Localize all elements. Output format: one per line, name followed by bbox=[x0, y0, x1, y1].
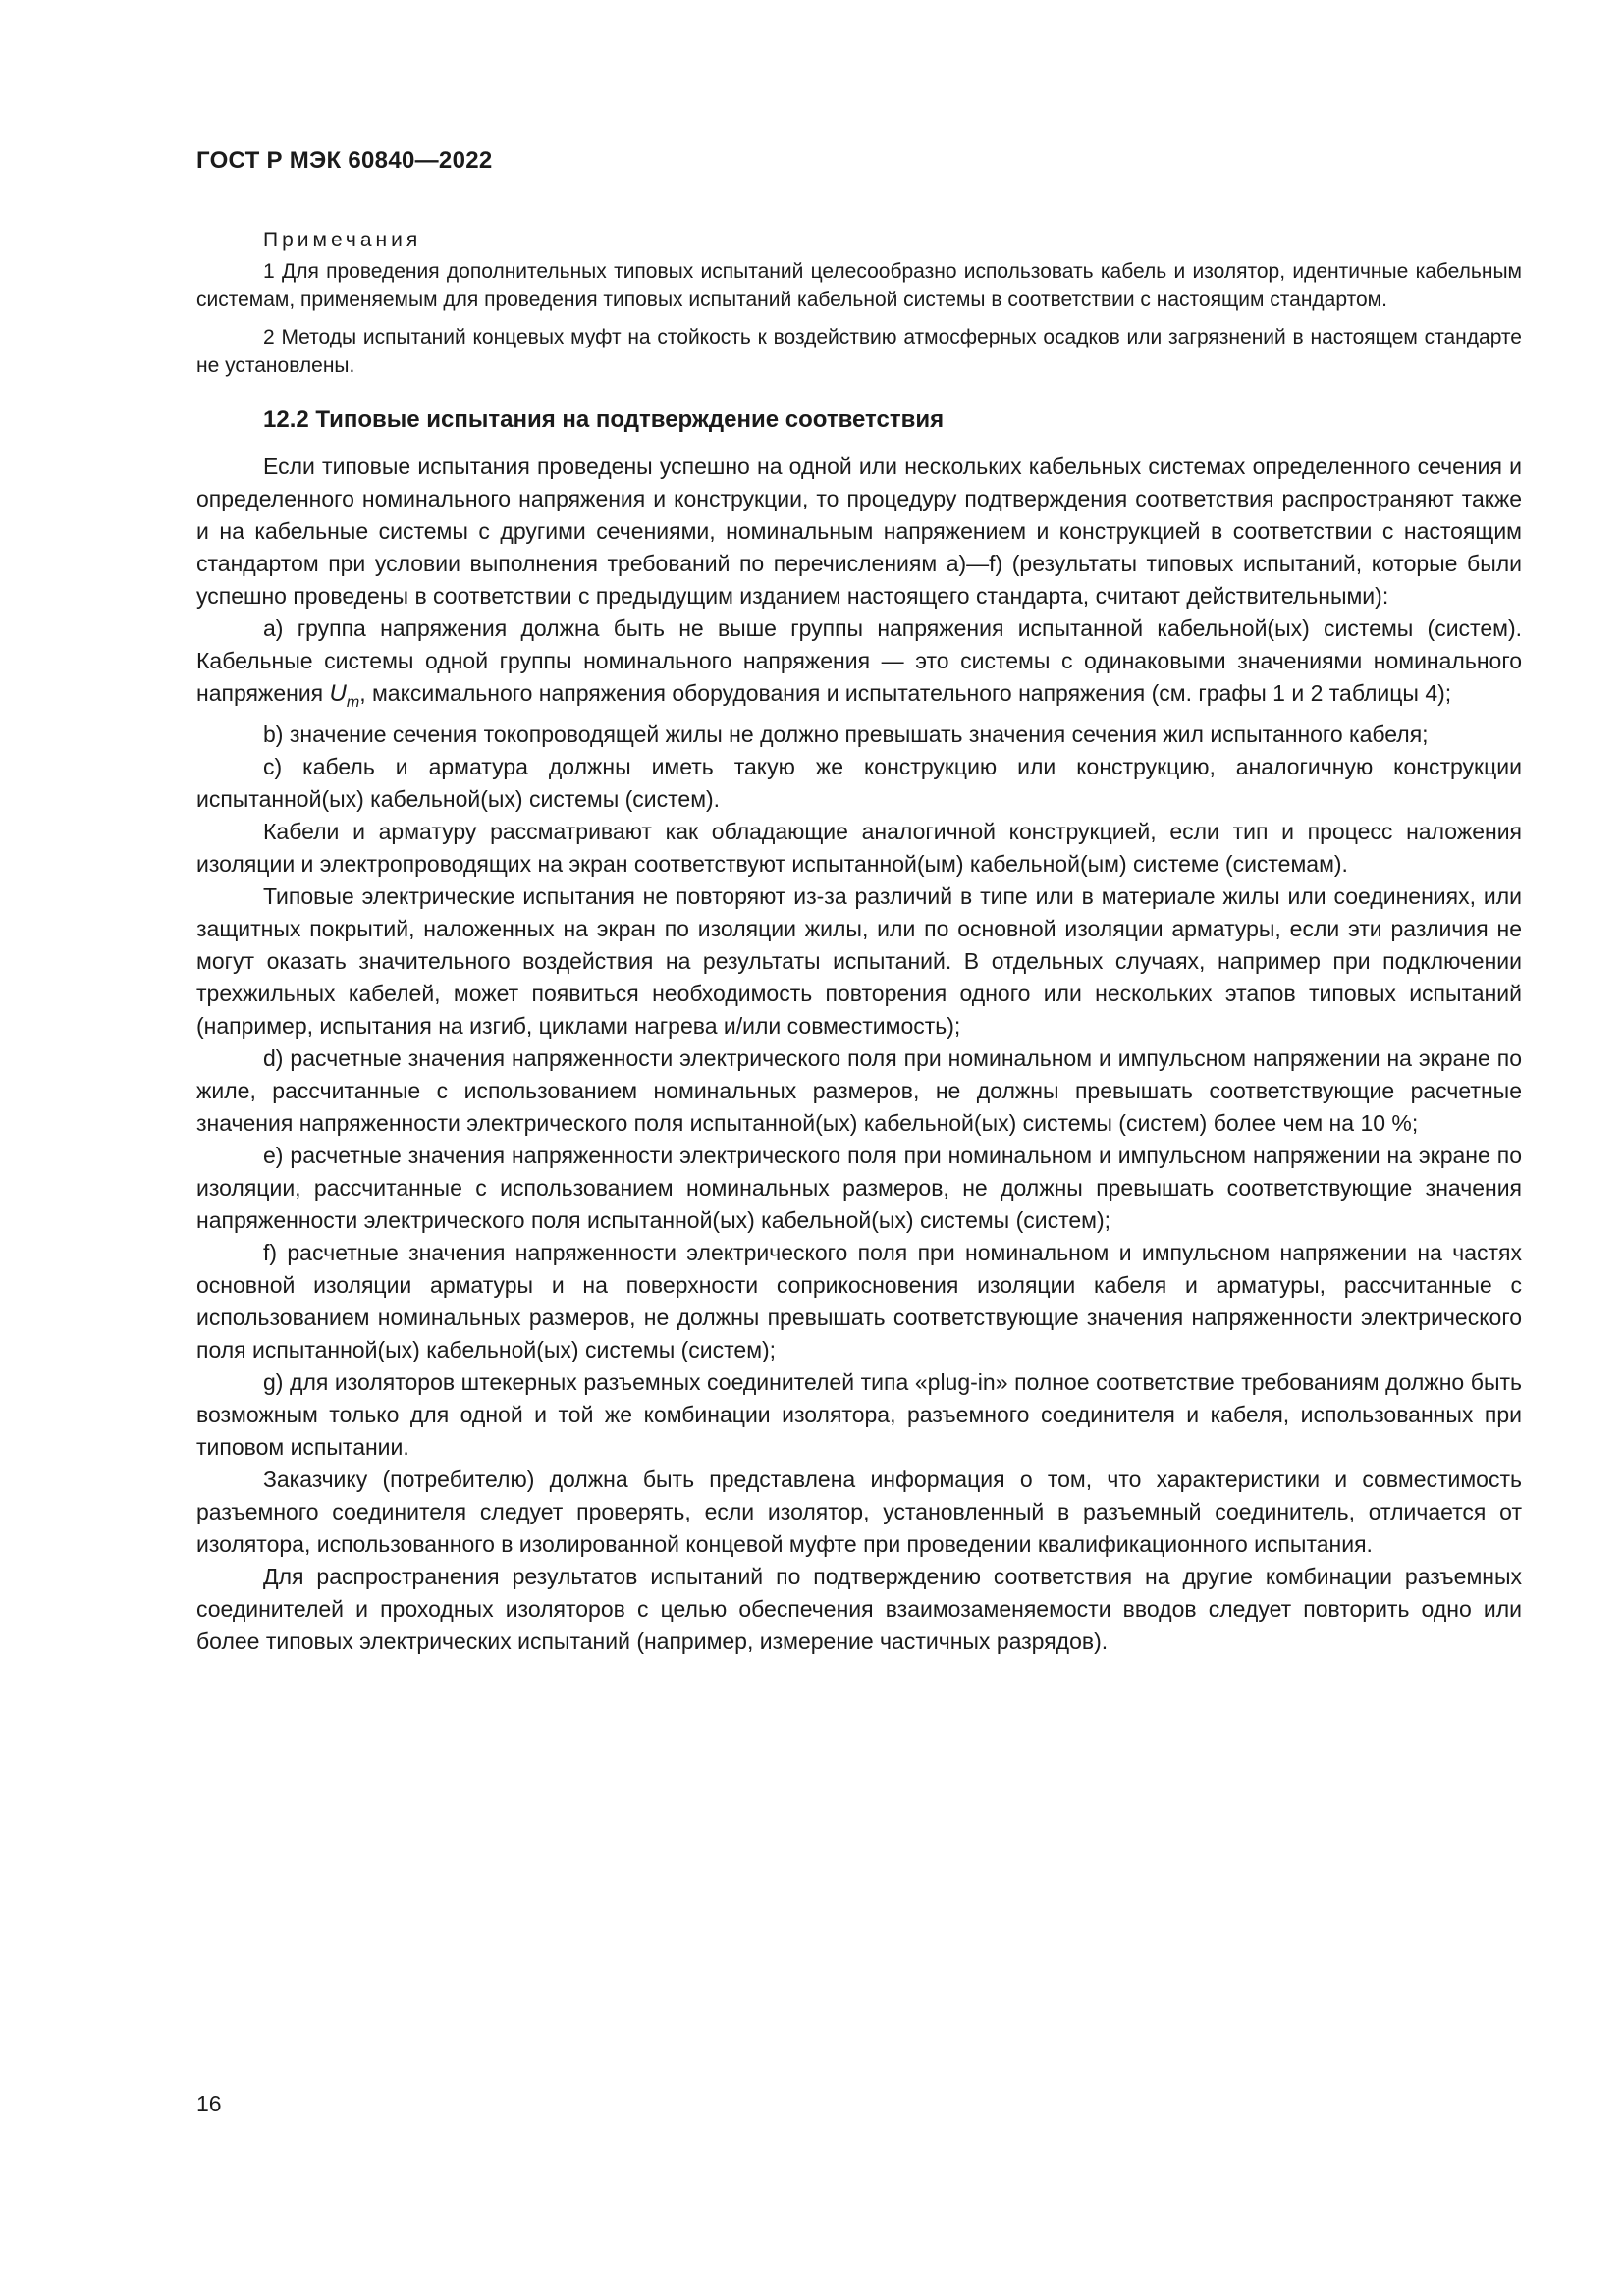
note-1: 1 Для проведения дополнительных типовых испытаний целесообразно использовать кабель и изолятор, идентичные кабельным системам, применяемым для проведения типовых испытаний кабельной системы в соответствии с настоящим стандартом. bbox=[196, 260, 1522, 311]
paragraph-extension: Для распространения результатов испытаний по подтверждению соответствия на другие комбинации разъемных соединителей и проходных изоляторов с целью обеспечения взаимозаменяемости вводов следует повторить одно или более типовых электрических испытаний (например, измерение частичных разрядов). bbox=[196, 1563, 1522, 1654]
list-item-e: e) расчетные значения напряженности электрического поля при номинальном и импульсном напряжении на экране по изоляции, рассчитанные с использованием номинальных размеров, не должны превышать соответствующие значения напряженности электрического поля испытанной(ых) кабельной(ых) системы (систем); bbox=[196, 1142, 1522, 1233]
list-item-f: f) расчетные значения напряженности электрического поля при номинальном и импульсном напряжении на частях основной изоляции арматуры и на поверхности соприкосновения изоляции кабеля и арматуры, рассчитанные с использованием номинальных размеров, не должны превышать соответствующие значения напряженности электрического поля испытанной(ых) кабельной(ых) системы (систем); bbox=[196, 1239, 1522, 1362]
document-body bbox=[196, 226, 1522, 1658]
list-item-a bbox=[196, 613, 1522, 719]
item-a-text-2: , максимального напряжения оборудования и испытательного напряжения (см. графы 1 и 2 таблицы 4); bbox=[359, 680, 1452, 706]
note-2: 2 Методы испытаний концевых муфт на стойкость к воздействию атмосферных осадков или загрязнений в настоящем стандарте не установлены. bbox=[196, 326, 1522, 377]
paragraph-electrical-tests: Типовые электрические испытания не повторяют из-за различий в типе или в материале жилы или соединениях, или защитных покрытий, наложенных на экран по изоляции жилы, или по основной изоляции арматуры, если эти различия не могут оказать значительного воздействия на результаты испытаний. В отдельных случаях, например при подключении трехжильных кабелей, может появиться необходимость повторения одного или нескольких этапов типовых испытаний (например, испытания на изгиб, циклами нагрева и/или совместимость); bbox=[196, 882, 1522, 1039]
um-symbol bbox=[329, 680, 360, 711]
list-item-b: b) значение сечения токопроводящей жилы не должно превышать значения сечения жил испытанного кабеля; bbox=[263, 721, 1429, 747]
paragraph-customer-info: Заказчику (потребителю) должна быть представлена информация о том, что характеристики и совместимость разъемного соединителя следует проверять, если изолятор, установленный в разъемный соединитель, отличается от изолятора, использованного в изолированной концевой муфте при проведении квалификационного испытания. bbox=[196, 1466, 1522, 1557]
list-item-g: g) для изоляторов штекерных разъемных соединителей типа «plug-in» полное соответствие требованиям должно быть возможным только для одной и той же комбинации изолятора, разъемного соединителя и кабеля, использованных при типовом испытании. bbox=[196, 1368, 1522, 1460]
document-header: ГОСТ Р МЭК 60840—2022 bbox=[196, 147, 493, 174]
list-item-d: d) расчетные значения напряженности электрического поля при номинальном и импульсном напряжении на экране по жиле, рассчитанные с использованием номинальных размеров, не должны превышать соответствующие расчетные значения напряженности электрического поля испытанной(ых) кабельной(ых) системы (систем) более чем на 10 %; bbox=[196, 1044, 1522, 1136]
section-heading: 12.2 Типовые испытания на подтверждение соответствия bbox=[263, 406, 945, 433]
page-number: 16 bbox=[196, 2091, 222, 2116]
section-intro: Если типовые испытания проведены успешно на одной или нескольких кабельных системах определенного сечения и определенного номинального напряжения и конструкции, то процедуру подтверждения соответствия распространяют также и на кабельные системы с другими сечениями, номинальным напряжением и конструкцией в соответствии с настоящим стандартом при условии выполнения требований по перечислениям a)—f) (результаты типовых испытаний, которые были успешно проведены в соответствии с предыдущим изданием настоящего стандарта, считают действительными): bbox=[196, 454, 1522, 609]
um-symbol-letter: U bbox=[329, 680, 347, 707]
um-symbol-subscript: m bbox=[346, 693, 360, 711]
paragraph-similar-design: Кабели и арматуру рассматривают как обладающие аналогичной конструкцией, если тип и процесс наложения изоляции и электропроводящих на экран соответствуют испытанной(ым) кабельной(ым) системе (системам). bbox=[196, 818, 1522, 877]
notes-title: Примечания bbox=[263, 229, 422, 251]
item-a-text-1: a) группа напряжения должна быть не выше группы напряжения испытанной кабельной(ых) системы (систем). Кабельные системы одной группы номинального напряжения — это системы с одинаковыми значениями номинального напряжения bbox=[196, 615, 1522, 706]
list-item-c: c) кабель и арматура должны иметь такую же конструкцию или конструкцию, аналогичную конструкции испытанной(ых) кабельной(ых) системы (систем). bbox=[196, 753, 1522, 812]
